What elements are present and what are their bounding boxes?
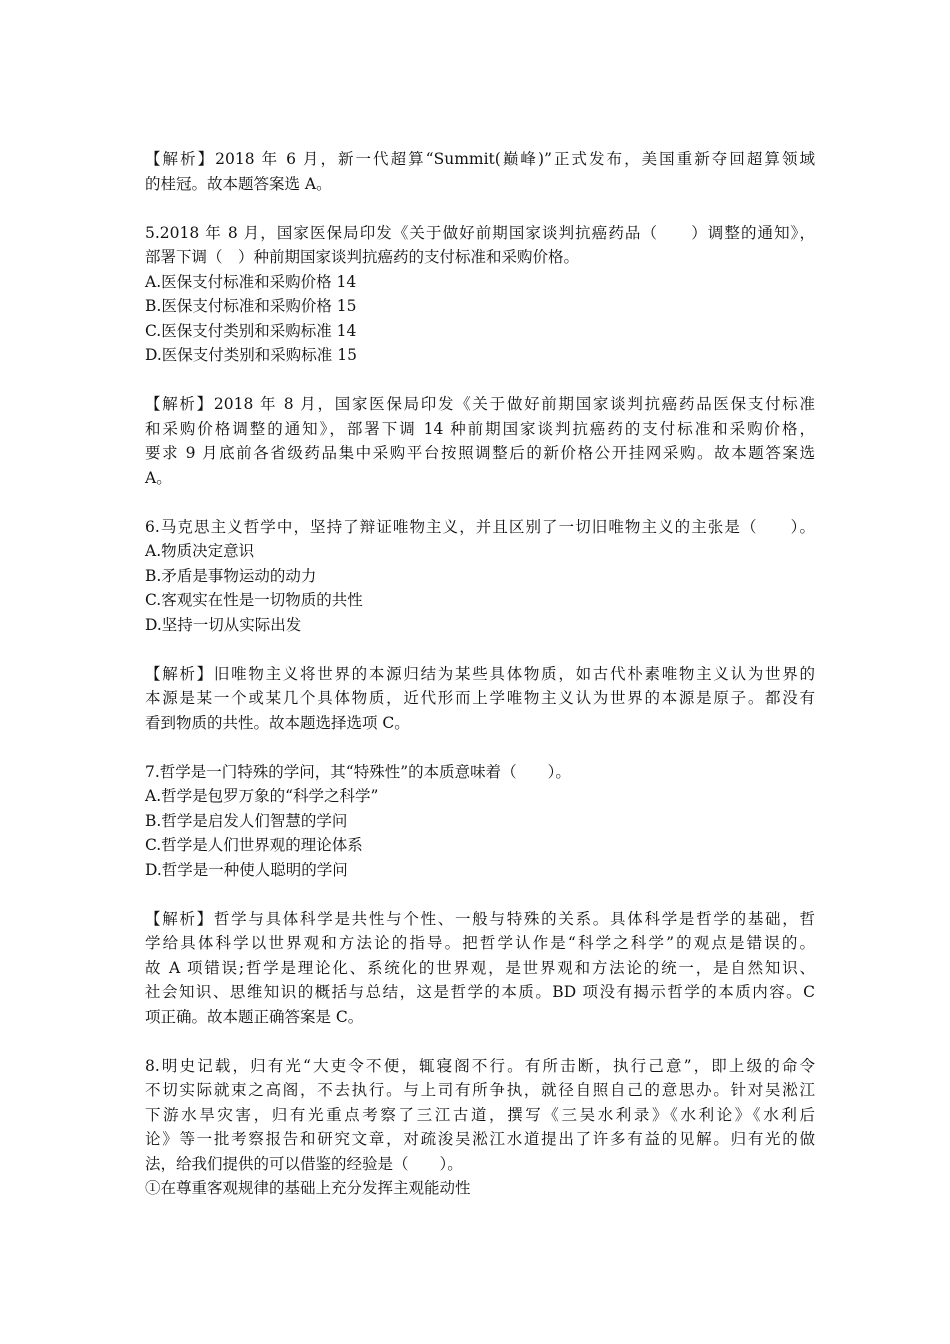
analysis-text-line: A。 (145, 468, 172, 487)
option-b: B.哲学是启发人们智慧的学问 (145, 811, 348, 830)
analysis-text-line: 学给具体科学以世界观和方法论的指导。把哲学认作是“科学之科学”的观点是错误的。 (145, 934, 815, 952)
analysis-text-line: 故 A 项错误;哲学是理论化、系统化的世界观，是世界观和方法论的统一，是自然知识、 (145, 958, 815, 977)
question-stem-line: 8.明史记载，归有光“大吏令不便，辄寝阁不行。有所击断，执行己意”，即上级的命令 (145, 1056, 815, 1075)
analysis-text-line: 社会知识、思维知识的概括与总结，这是哲学的本质。BD 项没有揭示哲学的本质内容。C (145, 983, 815, 1001)
analysis-text-line: 要求 9 月底前各省级药品集中采购平台按照调整后的新价格公开挂网采购。故本题答案选 (145, 444, 815, 462)
analysis-text-line: 项正确。故本题正确答案是 C。 (145, 1007, 364, 1026)
analysis-5 (145, 392, 815, 490)
analysis-4 (145, 147, 815, 196)
option-b: B.医保支付标准和采购价格 15 (145, 297, 357, 315)
option-d: D.医保支付类别和采购标准 15 (145, 346, 357, 364)
question-7 (145, 760, 815, 883)
question-stem-line: 部署下调（ ）种前期国家谈判抗癌药的支付标准和采购价格。 (145, 248, 580, 266)
analysis-7 (145, 907, 815, 1030)
option-d: D.坚持一切从实际出发 (145, 615, 302, 634)
analysis-6 (145, 662, 815, 736)
analysis-text-line: 【解析】旧唯物主义将世界的本源归结为某些具体物质，如古代朴素唯物主义认为世界的 (145, 664, 815, 683)
option-b: B.矛盾是事物运动的动力 (145, 566, 317, 585)
option-c: C.哲学是人们世界观的理论体系 (145, 836, 363, 854)
analysis-text-line: 的桂冠。故本题答案选 A。 (145, 174, 332, 193)
option-a: A.物质决定意识 (145, 542, 255, 560)
question-stem-line: 论》等一批考察报告和研究文章，对疏浚吴淞江水道提出了许多有益的见解。归有光的做 (145, 1130, 815, 1148)
analysis-text-line: 和采购价格调整的通知》，部署下调 14 种前期国家谈判抗癌药的支付标准和采购价格， (145, 419, 815, 438)
question-stem-line: 下游水旱灾害，归有光重点考察了三江古道，撰写《三吴水利录》《水利论》《水利后 (145, 1105, 815, 1124)
question-stem-line: 不切实际就束之高阁，不去执行。与上司有所争执，就径自照自己的意思办。针对吴淞江 (145, 1081, 815, 1099)
question-5 (145, 221, 815, 368)
question-stem-line: 5.2018 年 8 月，国家医保局印发《关于做好前期国家谈判抗癌药品（ ）调整的通知》， (145, 223, 815, 242)
option-d: D.哲学是一种使人聪明的学问 (145, 860, 348, 879)
analysis-text-line: 【解析】2018 年 8 月，国家医保局印发《关于做好前期国家谈判抗癌药品医保支付标准 (145, 395, 815, 413)
analysis-text-line: 【解析】哲学与具体科学是共性与个性、一般与特殊的关系。具体科学是哲学的基础，哲 (145, 909, 815, 928)
analysis-text-line: 看到物质的共性。故本题选择选项 C。 (145, 713, 410, 732)
question-6 (145, 515, 815, 638)
analysis-text-line: 本源是某一个或某几个具体物质，近代形而上学唯物主义认为世界的本源是原子。都没有 (145, 689, 815, 707)
option-a: A.医保支付标准和采购价格 14 (145, 272, 357, 291)
question-8 (145, 1054, 815, 1201)
question-stem-line: 7.哲学是一门特殊的学问，其“特殊性”的本质意味着（ ）。 (145, 762, 571, 781)
document-page (145, 147, 815, 1225)
option-c: C.客观实在性是一切物质的共性 (145, 591, 363, 609)
question-stem-line: 法，给我们提供的可以借鉴的经验是（ ）。 (145, 1154, 463, 1173)
option-c: C.医保支付类别和采购标准 14 (145, 321, 357, 340)
analysis-text-line: 【解析】2018 年 6 月，新一代超算“Summit(巅峰)”正式发布，美国重新夺回超算领域 (145, 150, 815, 168)
option-a: A.哲学是包罗万象的“科学之科学” (145, 787, 379, 805)
question-stem-line: 6.马克思主义哲学中，坚持了辩证唯物主义，并且区别了一切旧唯物主义的主张是（ ）。 (145, 517, 815, 536)
statement-1: ①在尊重客观规律的基础上充分发挥主观能动性 (145, 1179, 471, 1197)
